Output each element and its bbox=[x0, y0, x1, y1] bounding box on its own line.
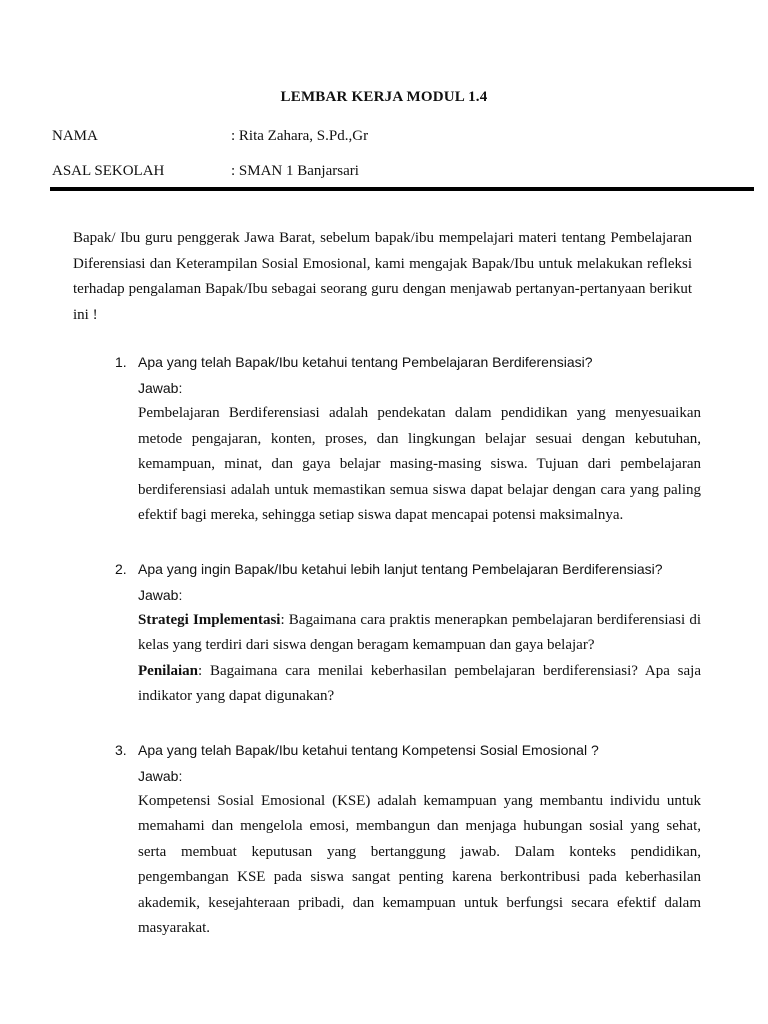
name-value: : Rita Zahara, S.Pd.,Gr bbox=[231, 128, 369, 144]
question-number: 2. bbox=[115, 560, 127, 577]
page-title: LEMBAR KERJA MODUL 1.4 bbox=[280, 89, 488, 105]
answer-label: Jawab: bbox=[138, 380, 183, 396]
header-divider bbox=[50, 187, 754, 191]
question-item-2 bbox=[115, 557, 701, 710]
school-label: ASAL SEKOLAH bbox=[52, 163, 165, 179]
school-row bbox=[52, 163, 732, 183]
name-row bbox=[52, 128, 732, 148]
question-text: Apa yang ingin Bapak/Ibu ketahui lebih lanjut tentang Pembelajaran Berdiferensiasi? bbox=[138, 560, 663, 577]
point-text-assessment: : Bagaimana cara menilai keberhasilan pembelajaran berdiferensiasi? Apa saja indikator yang dapat digunakan? bbox=[138, 662, 701, 704]
question-item-3 bbox=[115, 738, 701, 942]
point-label-assessment: Penilaian bbox=[138, 662, 199, 679]
intro-paragraph: Bapak/ Ibu guru penggerak Jawa Barat, sebelum bapak/ibu mempelajari materi tentang Pembelajaran Diferensiasi dan Keterampilan Sosial Emosional, kami mengajak Bapak/Ibu untuk melakukan refleksi terhadap pengalaman Bapak/Ibu sebagai seorang guru dengan menjawab pertanyan-pertanyaan berikut ini ! bbox=[73, 230, 692, 323]
question-list bbox=[115, 350, 701, 942]
answer-text: Pembelajaran Berdiferensiasi adalah pendekatan dalam pendidikan yang menyesuaikan metode pengajaran, konten, proses, dan lingkungan belajar sesuai dengan kebutuhan, kemampuan, minat, dan gaya belajar masing-masing siswa. Tujuan dari pembelajaran berdiferensiasi adalah untuk memastikan semua siswa dapat belajar dengan cara yang paling efektif bagi mereka, sehingga setiap siswa dapat mencapai potensi maksimalnya. bbox=[138, 405, 701, 523]
answer-label: Jawab: bbox=[138, 586, 183, 603]
answer-label: Jawab: bbox=[138, 767, 183, 784]
school-value: : SMAN 1 Banjarsari bbox=[231, 163, 359, 179]
question-text: Apa yang telah Bapak/Ibu ketahui tentang Kompetensi Sosial Emosional ? bbox=[138, 741, 599, 758]
question-item-1 bbox=[115, 350, 701, 529]
question-number: 1. bbox=[115, 354, 127, 370]
question-number: 3. bbox=[115, 741, 127, 758]
answer-text: Kompetensi Sosial Emosional (KSE) adalah kemampuan yang membantu individu untuk memahami dan mengelola emosi, membangun dan menjaga hubungan sosial yang sehat, serta membuat keputusan yang bertanggung jawab. Dalam konteks pendidikan, pengembangan KSE pada siswa sangat penting karena berkontribusi pada keberhasilan akademik, kesejahteraan pribadi, dan kemampuan untuk berfungsi secara efektif dalam masyarakat. bbox=[138, 792, 701, 936]
name-label: NAMA bbox=[52, 128, 98, 144]
question-text: Apa yang telah Bapak/Ibu ketahui tentang Pembelajaran Berdiferensiasi? bbox=[138, 354, 593, 370]
answer-point-strategy bbox=[138, 608, 701, 659]
point-text-strategy: : Bagaimana cara praktis menerapkan pembelajaran berdiferensiasi di kelas yang terdiri dari siswa dengan beragam kemampuan dan gaya belajar? bbox=[138, 611, 701, 653]
answer-point-assessment bbox=[138, 659, 701, 710]
point-label-strategy: Strategi Implementasi bbox=[138, 611, 281, 628]
